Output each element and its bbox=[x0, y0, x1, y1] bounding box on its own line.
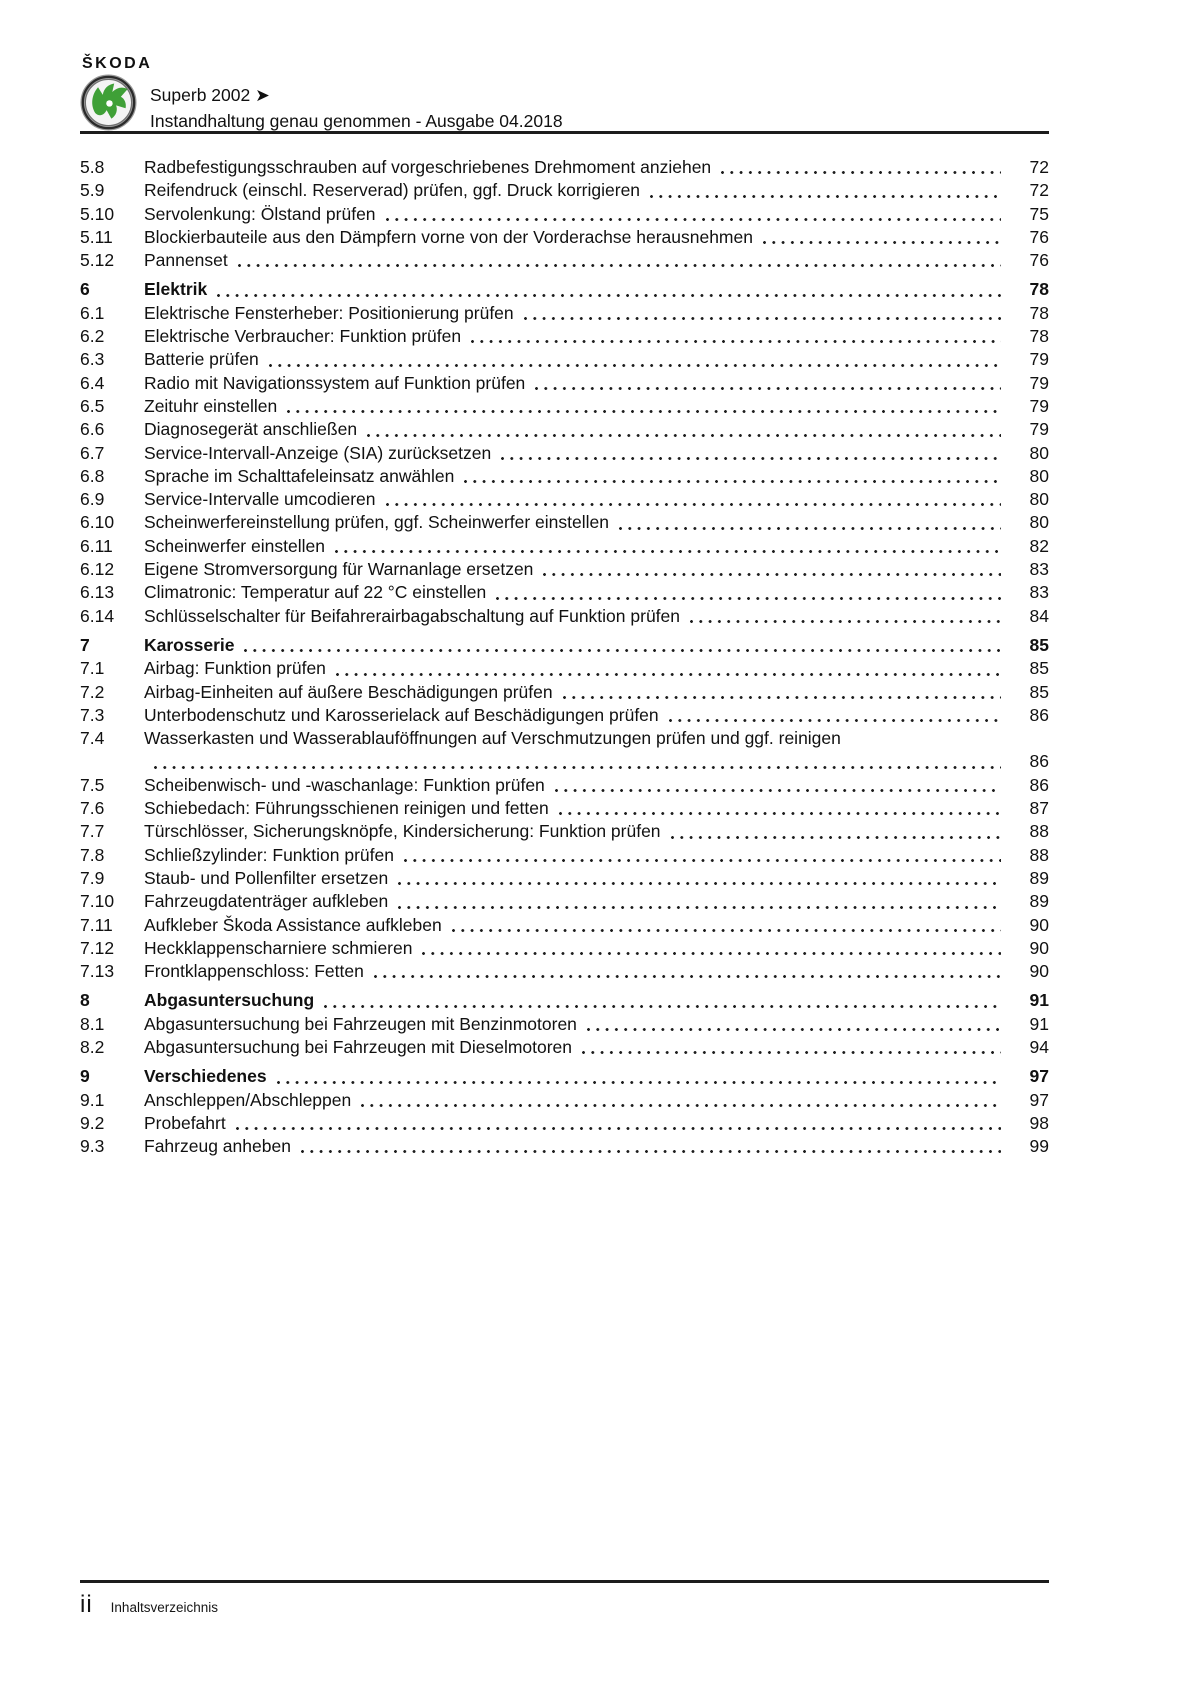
toc-entry-page: 85 bbox=[1029, 681, 1049, 702]
toc-entry-page: 80 bbox=[1029, 442, 1049, 463]
dot-leader bbox=[398, 879, 1001, 885]
footer-section-label: Inhaltsverzeichnis bbox=[110, 1600, 218, 1615]
toc-entry-row bbox=[80, 465, 1049, 488]
toc-entry-row bbox=[80, 558, 1049, 581]
toc-entry-page: 86 bbox=[1029, 774, 1049, 795]
toc-entry-number: 6.1 bbox=[80, 302, 105, 323]
dot-leader bbox=[422, 949, 1001, 955]
model-title: Superb 2002 ➤ bbox=[150, 85, 270, 105]
toc-entry-line bbox=[80, 249, 1049, 272]
toc-entry-line bbox=[80, 657, 1049, 680]
toc-entry-row bbox=[80, 844, 1049, 867]
toc-entry-number: 6.4 bbox=[80, 372, 105, 393]
toc-entry-page: 86 bbox=[1029, 704, 1049, 725]
page-header bbox=[80, 55, 1049, 133]
dot-leader bbox=[269, 361, 1001, 367]
toc-entry-title: Scheinwerfer einstellen bbox=[144, 535, 325, 556]
toc-entry-line bbox=[80, 937, 1049, 960]
dot-leader bbox=[543, 570, 1001, 576]
toc-entry-line bbox=[80, 156, 1049, 179]
toc-entry-row bbox=[80, 325, 1049, 348]
toc-entry-number: 6.7 bbox=[80, 442, 105, 463]
footer-rule bbox=[80, 1580, 1049, 1583]
dot-leader bbox=[555, 786, 1001, 792]
toc-entry-row bbox=[80, 704, 1049, 727]
toc-entry-title: Radbefestigungsschrauben auf vorgeschriebenes Drehmoment anziehen bbox=[144, 157, 712, 177]
toc-entry-number: 7.3 bbox=[80, 704, 105, 725]
toc-entry-number: 6.2 bbox=[80, 326, 105, 347]
toc-entry-row bbox=[80, 1112, 1049, 1135]
toc-entry-number: 8.1 bbox=[80, 1013, 105, 1034]
toc-entry-line bbox=[80, 348, 1049, 371]
dot-leader bbox=[669, 716, 1001, 722]
dot-leader bbox=[690, 617, 1001, 623]
toc-entry-line bbox=[80, 325, 1049, 348]
toc-entry-line bbox=[80, 465, 1049, 488]
toc-entry-page: 78 bbox=[1029, 302, 1049, 323]
toc-entry-number: 9.3 bbox=[80, 1136, 105, 1157]
toc-entry-line bbox=[80, 179, 1049, 202]
toc-entry-page: 94 bbox=[1029, 1036, 1049, 1057]
toc-entry-row bbox=[80, 657, 1049, 680]
toc-entry-row bbox=[80, 395, 1049, 418]
toc-entry-page: 90 bbox=[1029, 961, 1049, 982]
toc-entry-line bbox=[80, 797, 1049, 820]
dot-leader bbox=[619, 524, 1001, 530]
dot-leader bbox=[496, 594, 1001, 600]
toc-entry-page: 83 bbox=[1029, 582, 1049, 603]
table-of-contents bbox=[80, 156, 1049, 1158]
toc-entry-row bbox=[80, 418, 1049, 441]
dot-leader bbox=[236, 1124, 1001, 1130]
toc-entry-page: 91 bbox=[1029, 1013, 1049, 1034]
dot-leader bbox=[559, 809, 1001, 815]
toc-entry-title: Elektrische Verbraucher: Funktion prüfen bbox=[144, 326, 462, 347]
toc-entry-title: Anschleppen/Abschleppen bbox=[144, 1089, 352, 1110]
toc-entry-page: 78 bbox=[1029, 326, 1049, 347]
skoda-winged-arrow-icon bbox=[80, 74, 137, 131]
toc-entry-page: 79 bbox=[1029, 372, 1049, 393]
toc-entry-title: Verschiedenes bbox=[144, 1066, 267, 1087]
toc-entry-page: 91 bbox=[1029, 990, 1049, 1011]
toc-entry-title: Türschlösser, Sicherungsknöpfe, Kindersicherung: Funktion prüfen bbox=[144, 821, 661, 842]
toc-entry-number: 6.3 bbox=[80, 349, 105, 370]
toc-entry-number: 5.12 bbox=[80, 250, 115, 271]
toc-entry-title: Scheinwerfereinstellung prüfen, ggf. Scheinwerfer einstellen bbox=[144, 512, 609, 533]
toc-entry-line bbox=[80, 1089, 1049, 1112]
skoda-wordmark: ŠKODA bbox=[82, 55, 153, 72]
toc-entry-page: 84 bbox=[1029, 605, 1049, 626]
toc-entry-number: 6 bbox=[80, 279, 90, 300]
toc-entry-number: 6.12 bbox=[80, 559, 115, 580]
dot-leader bbox=[535, 384, 1001, 390]
toc-entry-row bbox=[80, 156, 1049, 179]
toc-entry-line bbox=[80, 727, 1049, 750]
toc-entry-title: Scheibenwisch- und -waschanlage: Funktion prüfen bbox=[144, 774, 545, 795]
dot-leader bbox=[582, 1048, 1001, 1054]
dot-leader bbox=[335, 547, 1001, 553]
dot-leader bbox=[763, 238, 1001, 244]
toc-entry-row bbox=[80, 820, 1049, 843]
toc-entry-row bbox=[80, 488, 1049, 511]
toc-entry-number: 6.14 bbox=[80, 605, 115, 626]
toc-entry-line bbox=[80, 960, 1049, 983]
toc-entry-number: 7.8 bbox=[80, 844, 105, 865]
header-titles bbox=[150, 83, 563, 134]
toc-entry-title: Aufkleber Škoda Assistance aufkleben bbox=[144, 914, 442, 935]
dot-leader bbox=[501, 454, 1001, 460]
toc-entry-row bbox=[80, 727, 1049, 774]
toc-entry-page: 87 bbox=[1029, 798, 1049, 819]
toc-entry-page: 90 bbox=[1029, 937, 1049, 958]
toc-entry-row bbox=[80, 1135, 1049, 1158]
toc-entry-line bbox=[80, 605, 1049, 628]
toc-entry-title: Probefahrt bbox=[144, 1112, 226, 1133]
toc-entry-title: Blockierbauteile aus den Dämpfern vorne von der Vorderachse herausnehmen bbox=[144, 226, 753, 247]
dot-leader bbox=[336, 670, 1001, 676]
toc-entry-number: 7.10 bbox=[80, 891, 115, 912]
toc-entry-line bbox=[80, 867, 1049, 890]
toc-entry-row bbox=[80, 867, 1049, 890]
dot-leader bbox=[721, 168, 1001, 174]
toc-entry-row bbox=[80, 605, 1049, 628]
toc-entry-title: Frontklappenschloss: Fetten bbox=[144, 961, 364, 982]
toc-entry-page: 76 bbox=[1029, 226, 1049, 247]
toc-entry-row bbox=[80, 890, 1049, 913]
toc-entry-number: 6.13 bbox=[80, 582, 115, 603]
dot-leader bbox=[650, 192, 1001, 198]
toc-entry-number: 7.1 bbox=[80, 658, 105, 679]
toc-entry-title: Climatronic: Temperatur auf 22 °C einstellen bbox=[144, 582, 487, 603]
toc-entry-title: Schlüsselschalter für Beifahrerairbagabschaltung auf Funktion prüfen bbox=[144, 605, 681, 626]
toc-entry-line bbox=[80, 890, 1049, 913]
toc-entry-number: 7.2 bbox=[80, 681, 105, 702]
toc-entry-line bbox=[80, 581, 1049, 604]
toc-entry-line bbox=[80, 774, 1049, 797]
toc-entry-number: 9.2 bbox=[80, 1112, 105, 1133]
toc-entry-title: Servolenkung: Ölstand prüfen bbox=[144, 203, 376, 224]
toc-section-row bbox=[80, 634, 1049, 657]
toc-entry-row bbox=[80, 797, 1049, 820]
toc-entry-row bbox=[80, 960, 1049, 983]
toc-entry-line bbox=[80, 278, 1049, 301]
toc-entry-row bbox=[80, 179, 1049, 202]
dot-leader bbox=[671, 833, 1001, 839]
toc-entry-page: 80 bbox=[1029, 512, 1049, 533]
toc-entry-row bbox=[80, 1036, 1049, 1059]
toc-entry-title: Fahrzeugdatenträger aufkleben bbox=[144, 891, 389, 912]
toc-entry-number: 5.10 bbox=[80, 203, 115, 224]
dot-leader bbox=[398, 903, 1001, 909]
toc-entry-line bbox=[80, 634, 1049, 657]
toc-entry-page: 99 bbox=[1029, 1136, 1049, 1157]
toc-entry-title: Heckklappenscharniere schmieren bbox=[144, 937, 413, 958]
toc-entry-title: Sprache im Schalttafeleinsatz anwählen bbox=[144, 465, 455, 486]
toc-entry-page: 85 bbox=[1029, 658, 1049, 679]
toc-entry-page: 97 bbox=[1029, 1066, 1049, 1087]
toc-entry-continuation-line bbox=[80, 750, 1049, 773]
toc-entry-line bbox=[80, 989, 1049, 1012]
dot-leader bbox=[404, 856, 1001, 862]
toc-entry-line bbox=[80, 681, 1049, 704]
toc-entry-row bbox=[80, 937, 1049, 960]
dot-leader bbox=[374, 972, 1001, 978]
toc-section-row bbox=[80, 989, 1049, 1012]
toc-entry-title: Staub- und Pollenfilter ersetzen bbox=[144, 867, 389, 888]
toc-entry-line bbox=[80, 418, 1049, 441]
toc-entry-title: Pannenset bbox=[144, 250, 228, 271]
toc-entry-title: Airbag-Einheiten auf äußere Beschädigungen prüfen bbox=[144, 681, 553, 702]
toc-entry-number: 7.12 bbox=[80, 937, 115, 958]
toc-entry-page: 82 bbox=[1029, 535, 1049, 556]
toc-entry-title: Abgasuntersuchung bbox=[144, 990, 315, 1011]
toc-entry-page: 85 bbox=[1029, 634, 1049, 655]
dot-leader bbox=[287, 407, 1001, 413]
toc-entry-line bbox=[80, 914, 1049, 937]
toc-entry-title: Fahrzeug anheben bbox=[144, 1136, 291, 1157]
toc-entry-number: 7.6 bbox=[80, 798, 105, 819]
toc-entry-row bbox=[80, 302, 1049, 325]
toc-entry-number: 6.8 bbox=[80, 465, 105, 486]
toc-entry-title: Abgasuntersuchung bei Fahrzeugen mit Dieselmotoren bbox=[144, 1036, 573, 1057]
toc-entry-title: Karosserie bbox=[144, 634, 235, 655]
dot-leader bbox=[244, 646, 1001, 652]
toc-entry-line bbox=[80, 511, 1049, 534]
toc-entry-row bbox=[80, 249, 1049, 272]
toc-entry-page: 76 bbox=[1029, 250, 1049, 271]
toc-entry-line bbox=[80, 820, 1049, 843]
dot-leader bbox=[386, 500, 1002, 506]
toc-entry-row bbox=[80, 581, 1049, 604]
toc-entry-number: 7.7 bbox=[80, 821, 105, 842]
toc-entry-line bbox=[80, 558, 1049, 581]
toc-entry-page: 89 bbox=[1029, 867, 1049, 888]
toc-entry-page: 75 bbox=[1029, 203, 1049, 224]
toc-entry-page: 90 bbox=[1029, 914, 1049, 935]
toc-entry-title: Service-Intervall-Anzeige (SIA) zurücksetzen bbox=[144, 442, 492, 463]
toc-entry-line bbox=[80, 535, 1049, 558]
toc-entry-page: 88 bbox=[1029, 821, 1049, 842]
dot-leader bbox=[471, 337, 1001, 343]
toc-entry-number: 8 bbox=[80, 990, 90, 1011]
toc-entry-line bbox=[80, 372, 1049, 395]
dot-leader bbox=[464, 477, 1001, 483]
dot-leader bbox=[386, 215, 1001, 221]
dot-leader bbox=[217, 291, 1001, 297]
toc-entry-number: 7.5 bbox=[80, 774, 105, 795]
toc-entry-page: 78 bbox=[1029, 279, 1049, 300]
toc-entry-line bbox=[80, 203, 1049, 226]
dot-leader bbox=[524, 314, 1001, 320]
toc-entry-number: 7.4 bbox=[80, 728, 105, 749]
toc-entry-row bbox=[80, 511, 1049, 534]
toc-entry-page: 88 bbox=[1029, 844, 1049, 865]
toc-entry-title: Schiebedach: Führungsschienen reinigen und fetten bbox=[144, 798, 549, 819]
toc-entry-line bbox=[80, 1112, 1049, 1135]
toc-entry-title: Airbag: Funktion prüfen bbox=[144, 658, 326, 679]
toc-entry-page: 97 bbox=[1029, 1089, 1049, 1110]
dot-leader bbox=[367, 431, 1001, 437]
toc-entry-row bbox=[80, 774, 1049, 797]
toc-entry-title: Unterbodenschutz und Karosserielack auf Beschädigungen prüfen bbox=[144, 704, 659, 725]
toc-entry-row bbox=[80, 914, 1049, 937]
dot-leader bbox=[277, 1078, 1001, 1084]
toc-entry-line bbox=[80, 302, 1049, 325]
toc-entry-number: 7.11 bbox=[80, 914, 113, 935]
toc-entry-number: 6.11 bbox=[80, 535, 113, 556]
toc-entry-page: 72 bbox=[1029, 157, 1049, 177]
toc-entry-number: 7 bbox=[80, 634, 90, 655]
toc-entry-page: 80 bbox=[1029, 465, 1049, 486]
toc-entry-page: 79 bbox=[1029, 349, 1049, 370]
dot-leader bbox=[361, 1101, 1001, 1107]
toc-entry-page: 83 bbox=[1029, 559, 1049, 580]
toc-entry-number: 6.5 bbox=[80, 395, 105, 416]
dot-leader bbox=[452, 926, 1001, 932]
toc-entry-title: Elektrische Fensterheber: Positionierung prüfen bbox=[144, 302, 514, 323]
toc-entry-line bbox=[80, 488, 1049, 511]
toc-entry-row bbox=[80, 372, 1049, 395]
toc-entry-page: 72 bbox=[1029, 180, 1049, 201]
toc-entry-row bbox=[80, 535, 1049, 558]
toc-entry-number: 9.1 bbox=[80, 1089, 105, 1110]
toc-entry-title: Abgasuntersuchung bei Fahrzeugen mit Benzinmotoren bbox=[144, 1013, 577, 1034]
dot-leader bbox=[154, 763, 1001, 769]
dot-leader bbox=[324, 1002, 1001, 1008]
toc-entry-page: 89 bbox=[1029, 891, 1049, 912]
toc-entry-number: 6.10 bbox=[80, 512, 115, 533]
toc-entry-title: Zeituhr einstellen bbox=[144, 395, 278, 416]
header-rule bbox=[80, 131, 1049, 134]
toc-entry-number: 6.6 bbox=[80, 419, 105, 440]
toc-entry-row bbox=[80, 1089, 1049, 1112]
toc-entry-line bbox=[80, 704, 1049, 727]
toc-entry-number: 6.9 bbox=[80, 489, 105, 510]
toc-entry-row bbox=[80, 348, 1049, 371]
toc-entry-line bbox=[80, 1013, 1049, 1036]
toc-entry-page: 79 bbox=[1029, 395, 1049, 416]
toc-entry-title: Batterie prüfen bbox=[144, 349, 259, 370]
toc-section-row bbox=[80, 1065, 1049, 1088]
toc-entry-row bbox=[80, 1013, 1049, 1036]
toc-entry-row bbox=[80, 203, 1049, 226]
toc-entry-page: 79 bbox=[1029, 419, 1049, 440]
toc-entry-row bbox=[80, 681, 1049, 704]
toc-entry-page: 80 bbox=[1029, 489, 1049, 510]
toc-entry-title: Radio mit Navigationssystem auf Funktion prüfen bbox=[144, 372, 526, 393]
toc-entry-page: 86 bbox=[1029, 751, 1049, 772]
toc-entry-number: 5.11 bbox=[80, 226, 113, 247]
toc-entry-line bbox=[80, 395, 1049, 418]
toc-entry-title: Wasserkasten und Wasserablauföffnungen auf Verschmutzungen prüfen und ggf. reinigen bbox=[144, 728, 841, 749]
dot-leader bbox=[587, 1025, 1001, 1031]
toc-entry-line bbox=[80, 226, 1049, 249]
page-footer bbox=[80, 1591, 1049, 1619]
toc-entry-number: 8.2 bbox=[80, 1036, 105, 1057]
toc-entry-row bbox=[80, 226, 1049, 249]
toc-section-row bbox=[80, 278, 1049, 301]
toc-entry-number: 7.13 bbox=[80, 961, 115, 982]
toc-entry-line bbox=[80, 1065, 1049, 1088]
toc-entry-number: 7.9 bbox=[80, 867, 105, 888]
toc-entry-title: Eigene Stromversorgung für Warnanlage ersetzen bbox=[144, 559, 534, 580]
page-number: ii bbox=[80, 1591, 93, 1618]
toc-entry-title: Schließzylinder: Funktion prüfen bbox=[144, 844, 394, 865]
toc-entry-number: 5.9 bbox=[80, 180, 105, 201]
toc-entry-title: Reifendruck (einschl. Reserverad) prüfen, ggf. Druck korrigieren bbox=[144, 180, 641, 201]
toc-entry-number: 5.8 bbox=[80, 157, 105, 177]
toc-entry-line bbox=[80, 844, 1049, 867]
dot-leader bbox=[238, 261, 1001, 267]
toc-entry-page: 98 bbox=[1029, 1112, 1049, 1133]
dot-leader bbox=[301, 1147, 1001, 1153]
toc-entry-title: Elektrik bbox=[144, 279, 208, 300]
toc-entry-number: 9 bbox=[80, 1066, 90, 1087]
toc-entry-line bbox=[80, 1135, 1049, 1158]
dot-leader bbox=[563, 693, 1001, 699]
toc-entry-title: Service-Intervalle umcodieren bbox=[144, 489, 376, 510]
toc-entry-row bbox=[80, 442, 1049, 465]
toc-entry-line bbox=[80, 442, 1049, 465]
toc-entry-title: Diagnosegerät anschließen bbox=[144, 419, 358, 440]
document-title: Instandhaltung genau genommen - Ausgabe 04.2018 bbox=[150, 110, 563, 131]
toc-entry-line bbox=[80, 1036, 1049, 1059]
